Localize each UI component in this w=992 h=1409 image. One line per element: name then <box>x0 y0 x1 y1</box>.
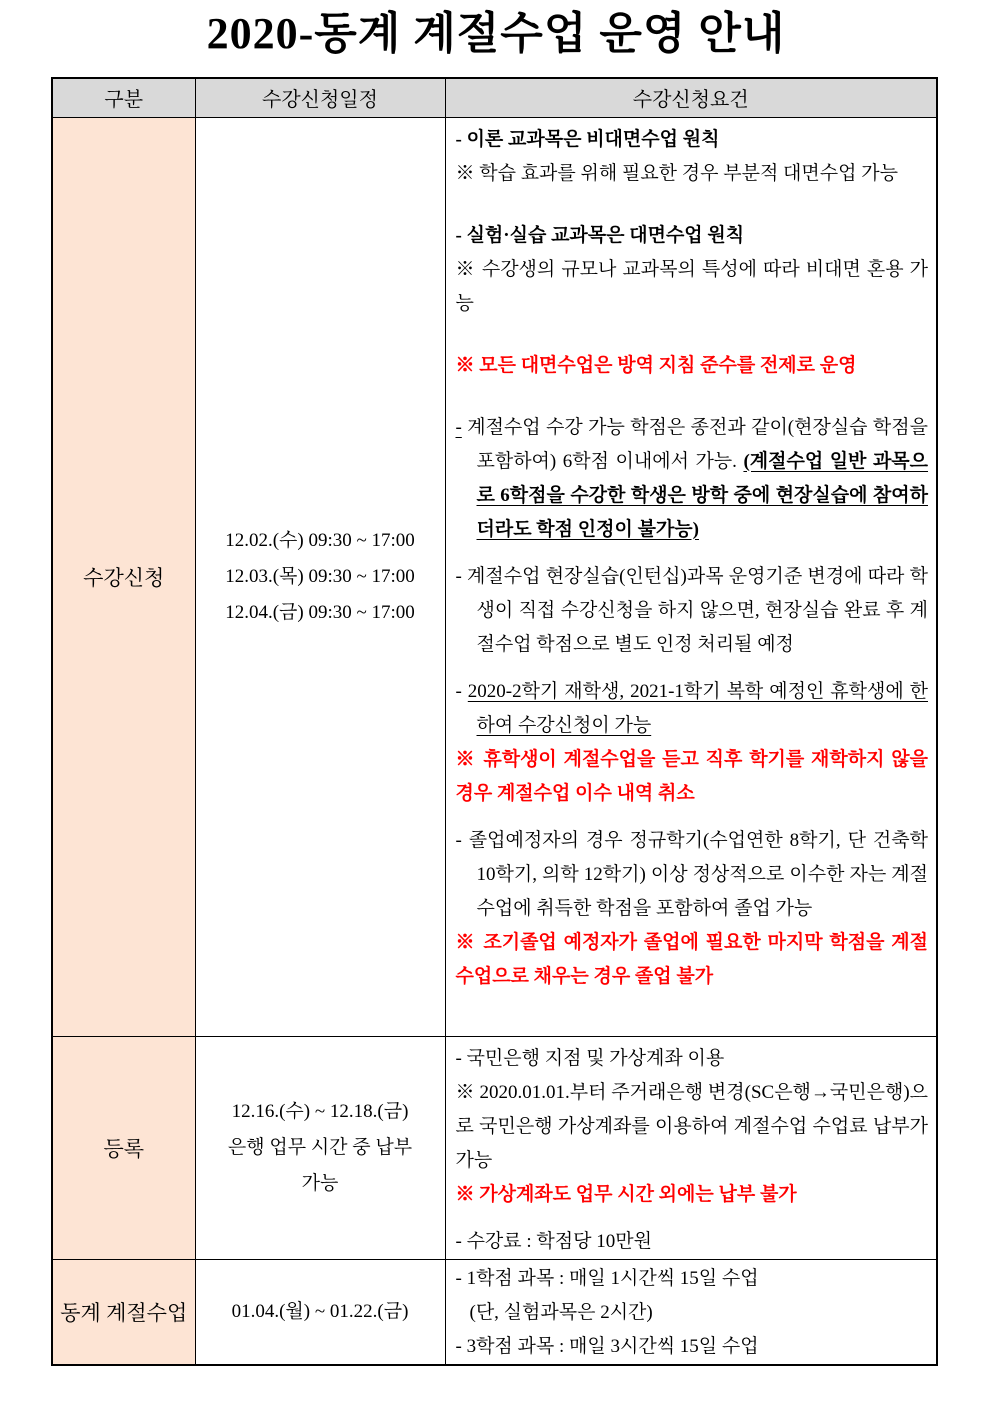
text-segment: - 1학점 과목 : 매일 1시간씩 15일 수업 <box>455 1267 759 1289</box>
requirements-cell <box>445 1036 937 1259</box>
requirement-paragraph <box>456 1330 929 1364</box>
requirement-paragraph <box>456 926 929 994</box>
requirement-paragraph <box>456 560 929 662</box>
requirement-paragraph <box>456 1225 929 1259</box>
requirements-text <box>446 1260 937 1364</box>
text-segment: (계절수업 일반 과목으로 6학점을 수강한 학생은 방학 중에 현장실습에 참여하더라도 학점 인정이 불가능) <box>476 450 929 540</box>
text-segment: - 계절수업 현장실습(인턴십)과목 운영기준 변경에 따라 학생이 직접 수강신청을 하지 않으면, 현장실습 완료 후 계절수업 학점으로 별도 인정 처리될 예정 <box>455 565 928 655</box>
table-row <box>52 1036 937 1259</box>
schedule-line: 12.04.(금) 09:30 ~ 17:00 <box>225 601 415 623</box>
paragraph-spacer <box>456 662 929 675</box>
table-row <box>52 1259 937 1365</box>
text-segment: ※ 2020.01.01.부터 주거래은행 변경(SC은행→국민은행)으로 국민은행 가상계좌를 이용하여 계절수업 수업료 납부가 가능 <box>455 1081 928 1171</box>
requirements-text <box>446 118 937 1026</box>
requirement-paragraph <box>456 743 929 811</box>
requirement-paragraph <box>456 157 929 191</box>
table-body <box>52 117 937 1365</box>
requirement-paragraph <box>456 675 929 743</box>
text-segment: - 국민은행 지점 및 가상계좌 이용 <box>455 1047 725 1069</box>
category-cell: 수강신청 <box>52 117 195 1036</box>
paragraph-spacer <box>456 383 929 411</box>
category-cell: 등록 <box>52 1036 195 1259</box>
page-title: 2020-동계 계절수업 운영 안내 <box>206 9 786 58</box>
info-table <box>51 77 938 1366</box>
text-segment: 계절수업 수강 가능 학점은 종전과 같이(현장실습 학점을 포함하여) 6학점 이내에서 가능. <box>461 416 928 472</box>
text-segment: - 실험·실습 교과목은 대면수업 원칙 <box>455 224 745 246</box>
text-segment: ※ 가상계좌도 업무 시간 외에는 납부 불가 <box>455 1183 797 1205</box>
requirement-paragraph <box>456 1076 929 1178</box>
table-header <box>52 78 937 117</box>
schedule-line: 12.02.(수) 09:30 ~ 17:00 <box>225 529 415 551</box>
requirement-paragraph <box>456 1178 929 1212</box>
schedule-cell <box>195 117 445 1036</box>
requirement-paragraph <box>456 253 929 321</box>
requirement-paragraph <box>456 349 929 383</box>
schedule-line: 12.03.(목) 09:30 ~ 17:00 <box>225 565 415 587</box>
schedule-line: 은행 업무 시간 중 납부 <box>227 1136 413 1158</box>
text-segment: ※ 학습 효과를 위해 필요한 경우 부분적 대면수업 가능 <box>455 162 898 184</box>
requirement-paragraph <box>456 1296 929 1330</box>
text-segment: - <box>455 680 468 702</box>
paragraph-spacer <box>456 1212 929 1225</box>
table-row <box>52 117 937 1036</box>
text-segment: ※ 조기졸업 예정자가 졸업에 필요한 마지막 학점을 계절수업으로 채우는 경우 졸업 불가 <box>455 931 928 987</box>
text-segment: - <box>455 416 462 438</box>
header-requirements: 수강신청요건 <box>445 78 937 117</box>
category-cell: 동계 계절수업 <box>52 1259 195 1365</box>
schedule-cell <box>195 1036 445 1259</box>
text-segment: ※ 모든 대면수업은 방역 지침 준수를 전제로 운영 <box>455 354 857 376</box>
paragraph-spacer <box>456 191 929 219</box>
schedule-line: 가능 <box>301 1172 339 1194</box>
paragraph-spacer <box>456 547 929 560</box>
requirements-cell <box>445 1259 937 1365</box>
schedule-cell <box>195 1259 445 1365</box>
text-segment: ※ 수강생의 규모나 교과목의 특성에 따라 비대면 혼용 가능 <box>455 258 928 314</box>
requirement-paragraph <box>456 123 929 157</box>
header-row <box>52 78 937 117</box>
paragraph-spacer <box>456 811 929 824</box>
requirement-paragraph <box>456 1042 929 1076</box>
text-segment: (단, 실험과목은 2시간) <box>469 1301 653 1323</box>
text-segment: - 3학점 과목 : 매일 3시간씩 15일 수업 <box>455 1335 759 1357</box>
text-segment: - 졸업예정자의 경우 정규학기(수업연한 8학기, 단 건축학 10학기, 의학 12학기) 이상 정상적으로 이수한 자는 계절수업에 취득한 학점을 포함하여 졸업 가능 <box>455 829 928 919</box>
requirement-paragraph <box>456 824 929 926</box>
text-segment: - 이론 교과목은 비대면수업 원칙 <box>455 128 720 150</box>
requirements-cell <box>445 117 937 1036</box>
requirement-paragraph <box>456 1262 929 1296</box>
schedule-line: 12.16.(수) ~ 12.18.(금) <box>231 1100 409 1122</box>
requirement-paragraph <box>456 219 929 253</box>
requirement-paragraph <box>456 411 929 547</box>
requirements-text <box>446 1037 937 1259</box>
header-schedule: 수강신청일정 <box>195 78 445 117</box>
text-segment: 2020-2학기 재학생, 2021-1학기 복학 예정인 휴학생에 한하여 수강신청이 가능 <box>467 680 928 736</box>
paragraph-spacer <box>456 321 929 349</box>
schedule-line: 01.04.(월) ~ 01.22.(금) <box>231 1300 409 1322</box>
text-segment: ※ 휴학생이 계절수업을 듣고 직후 학기를 재학하지 않을 경우 계절수업 이수 내역 취소 <box>455 748 928 804</box>
text-segment: - 수강료 : 학점당 10만원 <box>455 1230 652 1252</box>
header-category: 구분 <box>52 78 195 117</box>
